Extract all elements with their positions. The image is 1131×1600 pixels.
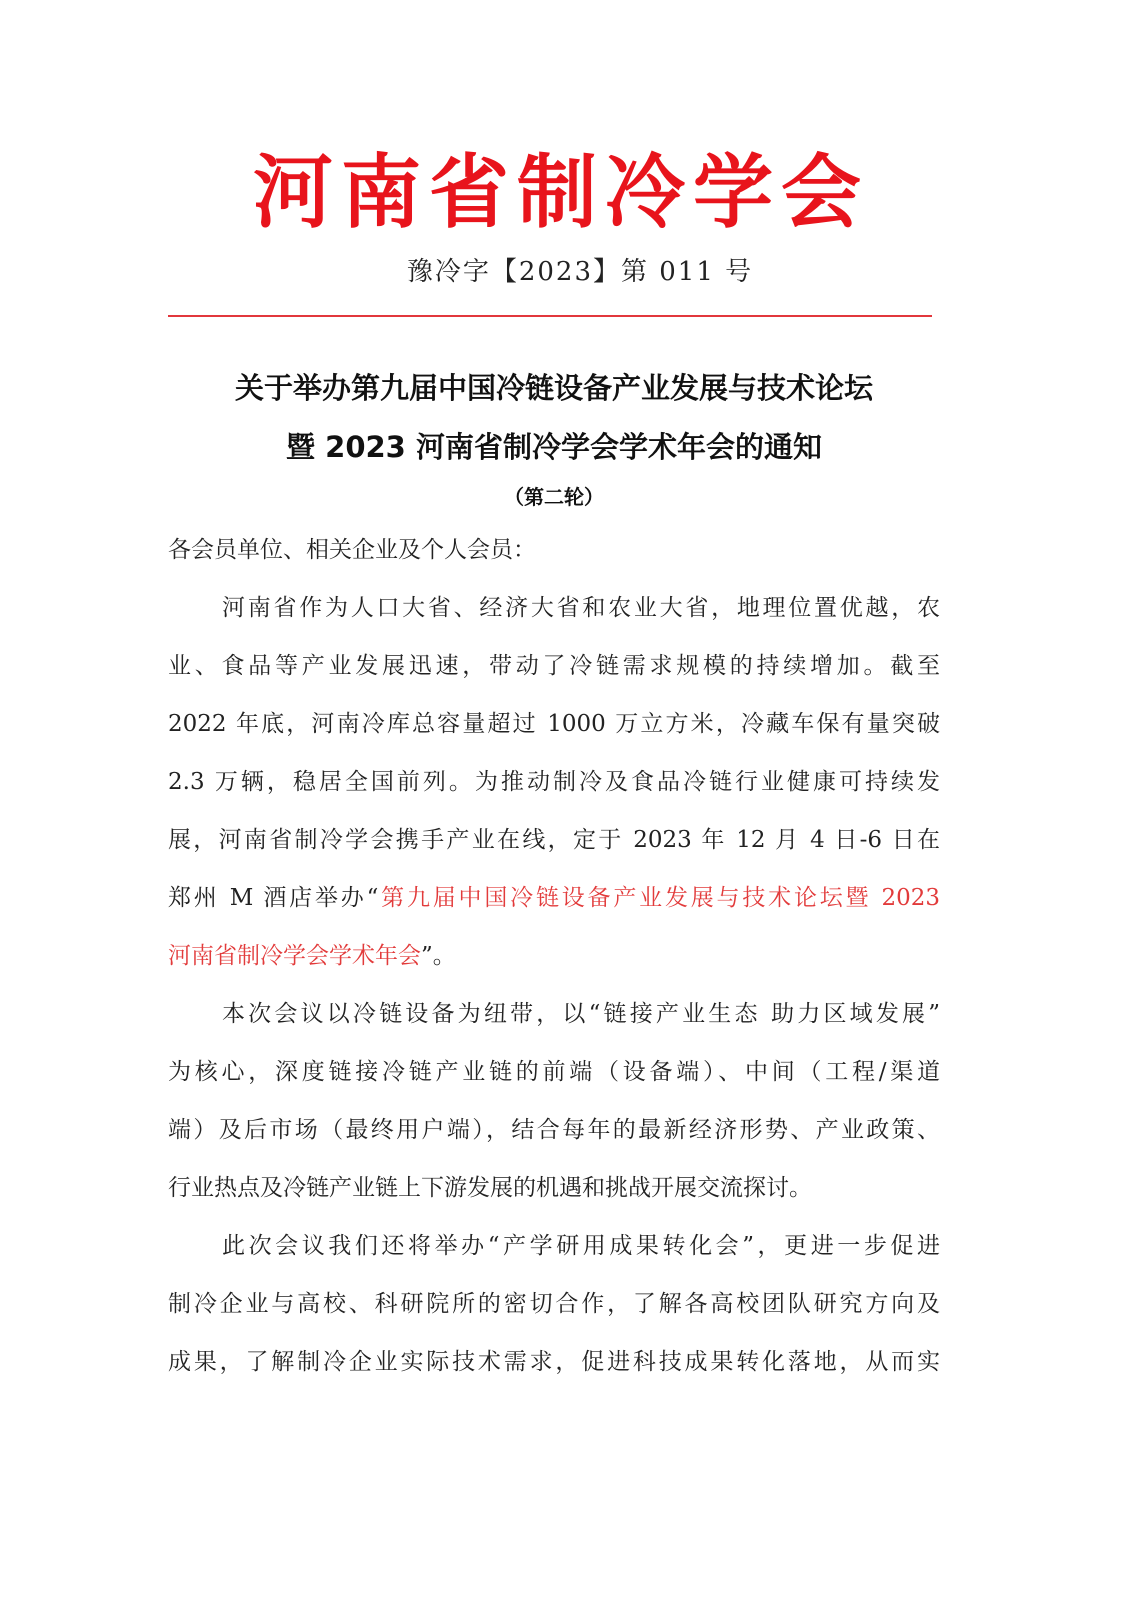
paragraph-intro: [168, 579, 940, 985]
paragraph-line: [168, 695, 940, 753]
line-text: 河南省作为人口大省、经济大省和农业大省，地理位置优越，农: [222, 595, 940, 621]
paragraph-line: [168, 579, 940, 637]
notice-title: [168, 366, 940, 512]
line-text: 行业热点及冷链产业链上下游发展的机遇和挑战开展交流探讨。: [168, 1175, 812, 1201]
notice-body: [168, 521, 940, 1391]
paragraph-line: [168, 811, 940, 869]
line-text: 端）及后市场（最终用户端），结合每年的最新经济形势、产业政策、: [168, 1117, 940, 1143]
paragraph-line: [168, 1043, 940, 1101]
salutation: 各会员单位、相关企业及个人会员：: [168, 537, 536, 563]
line-text: 此次会议我们还将举办“产学研用成果转化会”，更进一步促进: [222, 1233, 940, 1259]
paragraph-line: [168, 1159, 940, 1217]
line-text: 郑州 M 酒店举办“: [168, 885, 379, 911]
paragraph-line: [168, 1101, 940, 1159]
paragraph-line: [168, 927, 940, 985]
highlighted-event-name: 河南省制冷学会学术年会: [168, 943, 421, 969]
line-text: 展，河南省制冷学会携手产业在线，定于 2023 年 12 月 4 日-6 日在: [168, 827, 940, 853]
document-number: 豫冷字【2023】第 011 号: [406, 257, 754, 287]
title-line-1: 关于举办第九届中国冷链设备产业发展与技术论坛: [234, 371, 873, 405]
paragraph-line: [168, 1217, 940, 1275]
paragraph-line: [168, 985, 940, 1043]
org-letterhead-title: 河南省制冷学会: [253, 145, 869, 239]
paragraph-line: [168, 869, 940, 927]
line-text: 为核心，深度链接冷链产业链的前端（设备端）、中间（工程/渠道: [168, 1059, 940, 1085]
title-line-2: 暨 2023 河南省制冷学会学术年会的通知: [286, 430, 822, 464]
line-text: 制冷企业与高校、科研院所的密切合作，了解各高校团队研究方向及: [168, 1291, 940, 1317]
paragraph-line: [168, 1275, 940, 1333]
line-text: 业、食品等产业发展迅速，带动了冷链需求规模的持续增加。截至: [168, 653, 940, 679]
paragraph-line: [168, 637, 940, 695]
paragraph-line: [168, 753, 940, 811]
line-text: ”。: [421, 943, 456, 969]
line-text: 2022 年底，河南冷库总容量超过 1000 万立方米，冷藏车保有量突破: [168, 711, 940, 737]
line-text: 本次会议以冷链设备为纽带，以“链接产业生态 助力区域发展”: [222, 1001, 940, 1027]
line-text: 2.3 万辆，稳居全国前列。为推动制冷及食品冷链行业健康可持续发: [168, 769, 940, 795]
paragraph-transfer-meeting: [168, 1217, 940, 1391]
letterhead-divider: [168, 315, 932, 317]
highlighted-event-name: 第九届中国冷链设备产业发展与技术论坛暨 2023: [378, 885, 940, 911]
paragraph-theme: [168, 985, 940, 1217]
paragraph-line: [168, 1333, 940, 1391]
line-text: 成果，了解制冷企业实际技术需求，促进科技成果转化落地，从而实: [168, 1349, 940, 1375]
notice-round-label: （第二轮）: [504, 485, 604, 509]
